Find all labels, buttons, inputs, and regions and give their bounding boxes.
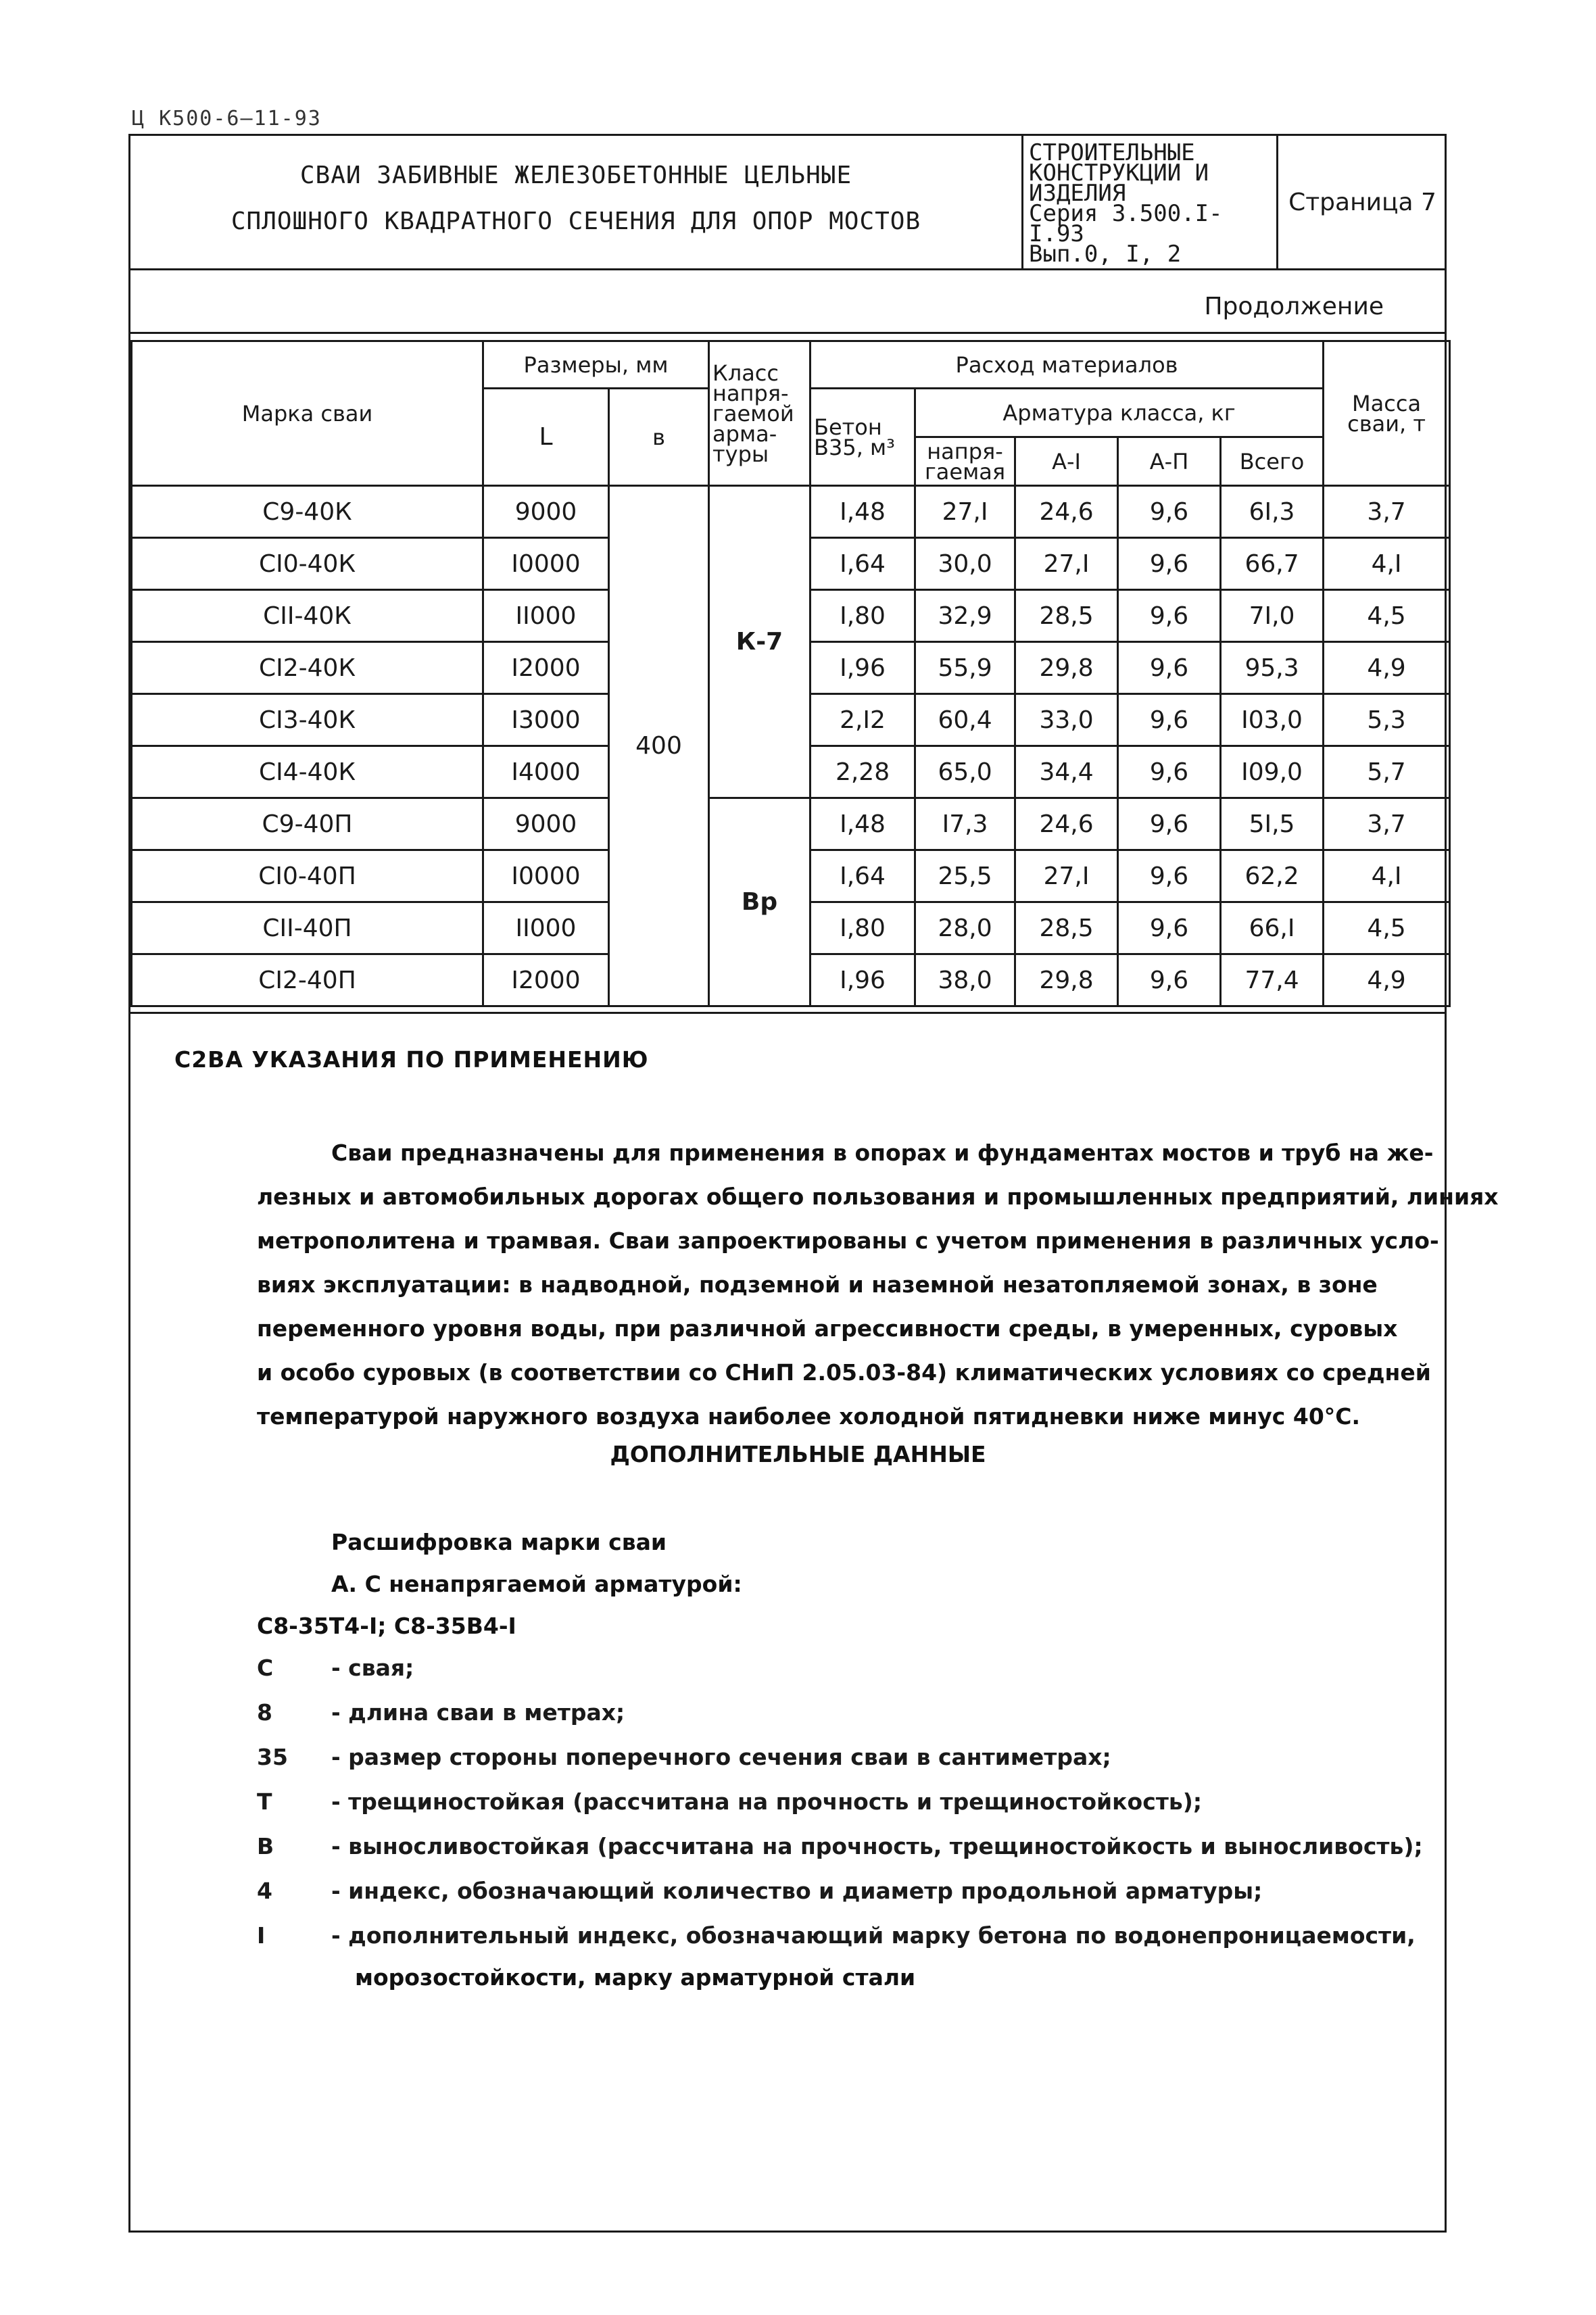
cell-mass: 4,9 (1324, 954, 1450, 1006)
legend-key: В (257, 1833, 274, 1859)
cell-prestressed: 32,9 (915, 590, 1015, 642)
paragraph-line: метрополитена и трамвая. Сваи запроектированы с учетом применения в различных усло- (257, 1227, 1439, 1254)
header-a2: А-П (1118, 437, 1221, 486)
paragraph-line: температурой наружного воздуха наиболее холодной пятидневки ниже минус 40°С. (257, 1403, 1361, 1430)
title-block (130, 136, 1445, 270)
cell-length: I0000 (483, 538, 609, 590)
cell-a1: 28,5 (1015, 590, 1118, 642)
document-code: Ц К500-6—11-93 (132, 107, 322, 130)
cell-a2: 9,6 (1118, 798, 1221, 850)
header-prestressed: напря-гаемая (915, 437, 1015, 486)
cell-mark: СI2-40К (132, 642, 483, 694)
cell-mass: 3,7 (1324, 798, 1450, 850)
cell-prestressed: 30,0 (915, 538, 1015, 590)
cell-concrete: I,48 (811, 798, 915, 850)
cell-length: I0000 (483, 850, 609, 902)
cell-prestressed: 65,0 (915, 746, 1015, 798)
legend-item (257, 1699, 625, 1726)
legend-item (257, 1833, 1423, 1859)
cell-length: I2000 (483, 642, 609, 694)
table-body (132, 486, 1450, 1006)
cell-a2: 9,6 (1118, 538, 1221, 590)
cell-mark: СI0-40К (132, 538, 483, 590)
subtitle-decode: Расшифровка марки сваи (331, 1529, 667, 1555)
cell-prestressed: 55,9 (915, 642, 1015, 694)
cell-a1: 28,5 (1015, 902, 1118, 954)
legend-continuation: морозостойкости, марку арматурной стали (355, 1964, 916, 1991)
cell-concrete: I,64 (811, 850, 915, 902)
header-rebar: Арматура класса, кг (915, 389, 1324, 437)
cell-a1: 24,6 (1015, 798, 1118, 850)
cell-mass: 4,I (1324, 850, 1450, 902)
legend-key: 4 (257, 1878, 272, 1904)
cell-total: 95,3 (1221, 642, 1324, 694)
cell-a2: 9,6 (1118, 954, 1221, 1006)
page-number: Страница 7 (1288, 188, 1436, 216)
cell-prestressed: 60,4 (915, 694, 1015, 746)
cell-length: I4000 (483, 746, 609, 798)
header-sizes: Размеры, мм (483, 341, 709, 389)
legend-text: - длина сваи в метрах; (331, 1699, 625, 1726)
cell-mark: С9-40П (132, 798, 483, 850)
paragraph-line: лезных и автомобильных дорогах общего пользования и промышленных предприятий, линиях (257, 1184, 1499, 1210)
mark-example: С8-35Т4-I; С8-35В4-I (257, 1613, 516, 1639)
cell-a1: 33,0 (1015, 694, 1118, 746)
series-line-2: КОНСТРУКЦИИ И (1029, 160, 1209, 187)
cell-class: К-7 (709, 486, 811, 798)
cell-length: II000 (483, 902, 609, 954)
cell-concrete: I,48 (811, 486, 915, 538)
divider (130, 332, 1445, 334)
cell-prestressed: 25,5 (915, 850, 1015, 902)
cell-b: 400 (609, 486, 709, 1006)
paragraph-line: и особо суровых (в соответствии со СНиП 2.05.03-84) климатических условиях со средней (257, 1359, 1431, 1386)
cell-total: 5I,5 (1221, 798, 1324, 850)
series-line-5: Вып.0, I, 2 (1029, 241, 1182, 268)
legend-item (257, 1922, 1416, 1949)
cell-total: I09,0 (1221, 746, 1324, 798)
cell-mass: 4,5 (1324, 590, 1450, 642)
cell-total: 66,I (1221, 902, 1324, 954)
cell-prestressed: 27,I (915, 486, 1015, 538)
cell-concrete: 2,I2 (811, 694, 915, 746)
cell-mark: СII-40П (132, 902, 483, 954)
cell-a2: 9,6 (1118, 486, 1221, 538)
cell-mass: 3,7 (1324, 486, 1450, 538)
title-line-2: СПЛОШНОГО КВАДРАТНОГО СЕЧЕНИЯ ДЛЯ ОПОР МОСТОВ (231, 208, 921, 235)
legend-text: - размер стороны поперечного сечения сваи в сантиметрах; (331, 1744, 1111, 1770)
section-a: А. С ненапрягаемой арматурой: (331, 1571, 742, 1597)
table-row (132, 798, 1450, 850)
cell-a2: 9,6 (1118, 902, 1221, 954)
section-title-usage: С2ВА УКАЗАНИЯ ПО ПРИМЕНЕНИЮ (174, 1046, 649, 1073)
cell-a1: 27,I (1015, 850, 1118, 902)
cell-total: 77,4 (1221, 954, 1324, 1006)
cell-mark: СI3-40К (132, 694, 483, 746)
cell-a1: 27,I (1015, 538, 1118, 590)
cell-mark: СI4-40К (132, 746, 483, 798)
header-b: в (609, 389, 709, 486)
cell-mass: 4,9 (1324, 642, 1450, 694)
header-concrete: Бетон В35, м³ (811, 389, 915, 486)
series-line-4: Серия 3.500.I-I.93 (1029, 200, 1223, 247)
cell-concrete: I,80 (811, 590, 915, 642)
cell-a2: 9,6 (1118, 642, 1221, 694)
continuation-label: Продолжение (1204, 293, 1384, 320)
legend-text: - трещиностойкая (рассчитана на прочность и трещиностойкость); (331, 1788, 1203, 1815)
header-a1: А-I (1015, 437, 1118, 486)
paragraph-line: виях эксплуатации: в надводной, подземной и наземной незатопляемой зонах, в зоне (257, 1271, 1378, 1298)
section-title-additional: ДОПОЛНИТЕЛЬНЫЕ ДАННЫЕ (610, 1441, 986, 1467)
cell-a1: 34,4 (1015, 746, 1118, 798)
cell-total: 6I,3 (1221, 486, 1324, 538)
cell-total: 62,2 (1221, 850, 1324, 902)
cell-concrete: I,64 (811, 538, 915, 590)
cell-mark: СII-40К (132, 590, 483, 642)
header-class: Класс напря-гаемой арма-туры (709, 341, 811, 486)
cell-length: 9000 (483, 486, 609, 538)
cell-a2: 9,6 (1118, 694, 1221, 746)
legend-item (257, 1788, 1202, 1815)
document-title (130, 136, 1023, 268)
header-mass: Масса сваи, т (1324, 341, 1450, 486)
cell-length: II000 (483, 590, 609, 642)
series-line-1: СТРОИТЕЛЬНЫЕ (1029, 139, 1195, 166)
cell-mark: СI2-40П (132, 954, 483, 1006)
materials-table (130, 340, 1451, 1007)
header-total: Всего (1221, 437, 1324, 486)
cell-a1: 29,8 (1015, 954, 1118, 1006)
cell-concrete: 2,28 (811, 746, 915, 798)
legend-key: 35 (257, 1744, 288, 1770)
cell-length: I3000 (483, 694, 609, 746)
cell-prestressed: 38,0 (915, 954, 1015, 1006)
legend-key: 8 (257, 1699, 272, 1726)
cell-a2: 9,6 (1118, 590, 1221, 642)
cell-mark: СI0-40П (132, 850, 483, 902)
cell-length: 9000 (483, 798, 609, 850)
cell-length: I2000 (483, 954, 609, 1006)
cell-concrete: I,80 (811, 902, 915, 954)
cell-class: Вр (709, 798, 811, 1006)
legend-text: - выносливостойкая (рассчитана на прочность, трещиностойкость и выносливость); (331, 1833, 1423, 1859)
paragraph-line: Сваи предназначены для применения в опорах и фундаментах мостов и труб на же- (331, 1140, 1434, 1166)
legend-text: - индекс, обозначающий количество и диаметр продольной арматуры; (331, 1878, 1263, 1904)
series-block (1023, 136, 1278, 268)
cell-total: 66,7 (1221, 538, 1324, 590)
cell-prestressed: 28,0 (915, 902, 1015, 954)
legend-text: - дополнительный индекс, обозначающий марку бетона по водонепроницаемости, (331, 1922, 1416, 1949)
cell-total: 7I,0 (1221, 590, 1324, 642)
cell-prestressed: I7,3 (915, 798, 1015, 850)
header-L: L (483, 389, 609, 486)
legend-text: - свая; (331, 1655, 414, 1681)
header-consumption: Расход материалов (811, 341, 1324, 389)
legend-item (257, 1878, 1262, 1904)
series-line-3: ИЗДЕЛИЯ (1029, 180, 1126, 207)
legend-key: Т (257, 1788, 272, 1815)
cell-mass: 4,5 (1324, 902, 1450, 954)
legend-key: I (257, 1922, 266, 1949)
cell-total: I03,0 (1221, 694, 1324, 746)
cell-mass: 4,I (1324, 538, 1450, 590)
paragraph-line: переменного уровня воды, при различной агрессивности среды, в умеренных, суровых (257, 1315, 1398, 1342)
table-row (132, 486, 1450, 538)
cell-a2: 9,6 (1118, 850, 1221, 902)
title-line-1: СВАИ ЗАБИВНЫЕ ЖЕЛЕЗОБЕТОННЫЕ ЦЕЛЬНЫЕ (299, 162, 852, 189)
legend-item (257, 1744, 1111, 1770)
cell-a1: 24,6 (1015, 486, 1118, 538)
cell-mass: 5,7 (1324, 746, 1450, 798)
header-mark: Марка сваи (132, 341, 483, 486)
divider (130, 1012, 1445, 1014)
legend-key: С (257, 1655, 274, 1681)
legend-item (257, 1655, 414, 1681)
cell-mass: 5,3 (1324, 694, 1450, 746)
cell-concrete: I,96 (811, 954, 915, 1006)
cell-a2: 9,6 (1118, 746, 1221, 798)
cell-concrete: I,96 (811, 642, 915, 694)
cell-mark: С9-40К (132, 486, 483, 538)
cell-a1: 29,8 (1015, 642, 1118, 694)
